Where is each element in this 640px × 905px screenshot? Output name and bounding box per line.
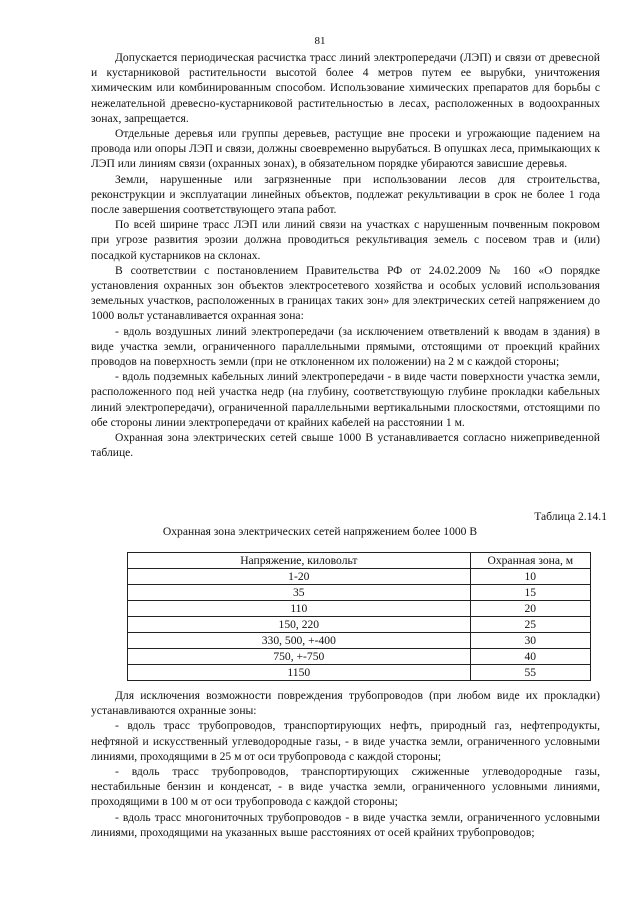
- column-header-voltage: Напряжение, киловольт: [128, 553, 471, 569]
- table-cell: 40: [470, 649, 590, 665]
- paragraph: - вдоль трасс трубопроводов, транспортирующих нефть, природный газ, нефтепродукты, нефтяной и искусственный углеводородные газы, - в виде участка земли, ограниченного условными линиями, проходящими в 25 м от оси трубопровода с каждой стороны;: [91, 719, 600, 763]
- column-header-zone: Охранная зона, м: [470, 553, 590, 569]
- table-row: [128, 633, 591, 649]
- table-row: [128, 585, 591, 601]
- paragraph: Допускается периодическая расчистка трасс линий электропередачи (ЛЭП) и связи от древесной и кустарниковой растительности высотой более 4 метров путем ее вырубки, уничтожения химическим или комбинированным способом. Использование химических препаратов для борьбы с нежелательной древесно-кустарниковой растительностью в лесах, расположенных в водоохранных зонах, запрещается.: [91, 51, 600, 125]
- protection-zone-table: [127, 552, 591, 681]
- table-cell: 30: [470, 633, 590, 649]
- paragraph: Земли, нарушенные или загрязненные при использовании лесов для строительства, реконструкции и эксплуатации линейных объектов, подлежат рекультивации в срок не более 1 года после завершения соответствующего этапа работ.: [91, 172, 600, 217]
- table-cell: 35: [128, 585, 471, 601]
- table-caption: Таблица 2.14.1: [534, 510, 607, 523]
- table-row: [128, 649, 591, 665]
- page-number: 81: [314, 35, 326, 47]
- body-text-top: [91, 50, 600, 460]
- body-text-bottom: [91, 688, 600, 840]
- table-title: Охранная зона электрических сетей напряжением более 1000 В: [162, 525, 478, 538]
- table-cell: 150, 220: [128, 617, 471, 633]
- paragraph: - вдоль воздушных линий электропередачи (за исключением ответвлений к вводам в здания) в виде участка земли, ограниченного параллельными прямыми, отстоящими от проекций крайних проводов на поверхность земли (при не отклоненном их положении) на 2 м с каждой стороны;: [91, 324, 600, 369]
- table-cell: 330, 500, +-400: [128, 633, 471, 649]
- paragraph: По всей ширине трасс ЛЭП или линий связи на участках с нарушенным почвенным покровом при угрозе развития эрозии должна проводиться рекультивация земель с посевом трав и (или) посадкой кустарников на склонах.: [91, 218, 600, 262]
- table-cell: 110: [128, 601, 471, 617]
- paragraph: Охранная зона электрических сетей свыше 1000 В устанавливается согласно нижеприведенной таблице.: [91, 431, 600, 460]
- paragraph: - вдоль подземных кабельных линий электропередачи - в виде части поверхности участка земли, расположенного под ней участка недр (на глубину, соответствующую глубине прокладки кабельных линий электропередачи), ограниченной параллельными вертикальными плоскостями, отстоящими по обе стороны линии электропередачи от крайних кабелей на расстоянии 1 м.: [91, 370, 600, 429]
- paragraph: Отдельные деревья или группы деревьев, растущие вне просеки и угрожающие падением на провода или опоры ЛЭП и связи, должны своевременно вырубаться. В опушках леса, примыкающих к ЛЭП или линиям связи (охранных зонах), в обязательном порядке убираются зависшие деревья.: [91, 127, 600, 171]
- table-row: [128, 601, 591, 617]
- table-row: [128, 617, 591, 633]
- table-cell: 1-20: [128, 569, 471, 585]
- table-header-row: [128, 553, 591, 569]
- paragraph: - вдоль трасс трубопроводов, транспортирующих сжиженные углеводородные газы, нестабильные бензин и конденсат, - в виде участка земли, ограниченного условными линиями, проходящими в 100 м от оси трубопровода с каждой стороны;: [91, 765, 600, 809]
- table-cell: 20: [470, 601, 590, 617]
- table-row: [128, 665, 591, 681]
- table-cell: 750, +-750: [128, 649, 471, 665]
- table-cell: 55: [470, 665, 590, 681]
- paragraph: В соответствии с постановлением Правительства РФ от 24.02.2009 № 160 «О порядке установления охранных зон объектов электросетевого хозяйства и особых условий использования земельных участков, расположенных в границах таких зон» для электрических сетей напряжением до 1000 вольт устанавливается охранная зона:: [91, 263, 600, 323]
- paragraph: - вдоль трасс многониточных трубопроводов - в виде участка земли, ограниченного условными линиями, проходящими на указанных выше расстояниях от осей крайних трубопроводов;: [91, 810, 600, 839]
- table-cell: 25: [470, 617, 590, 633]
- table-row: [128, 569, 591, 585]
- table-cell: 1150: [128, 665, 471, 681]
- paragraph: Для исключения возможности повреждения трубопроводов (при любом виде их прокладки) устанавливаются охранные зоны:: [91, 689, 600, 718]
- table-cell: 15: [470, 585, 590, 601]
- table-cell: 10: [470, 569, 590, 585]
